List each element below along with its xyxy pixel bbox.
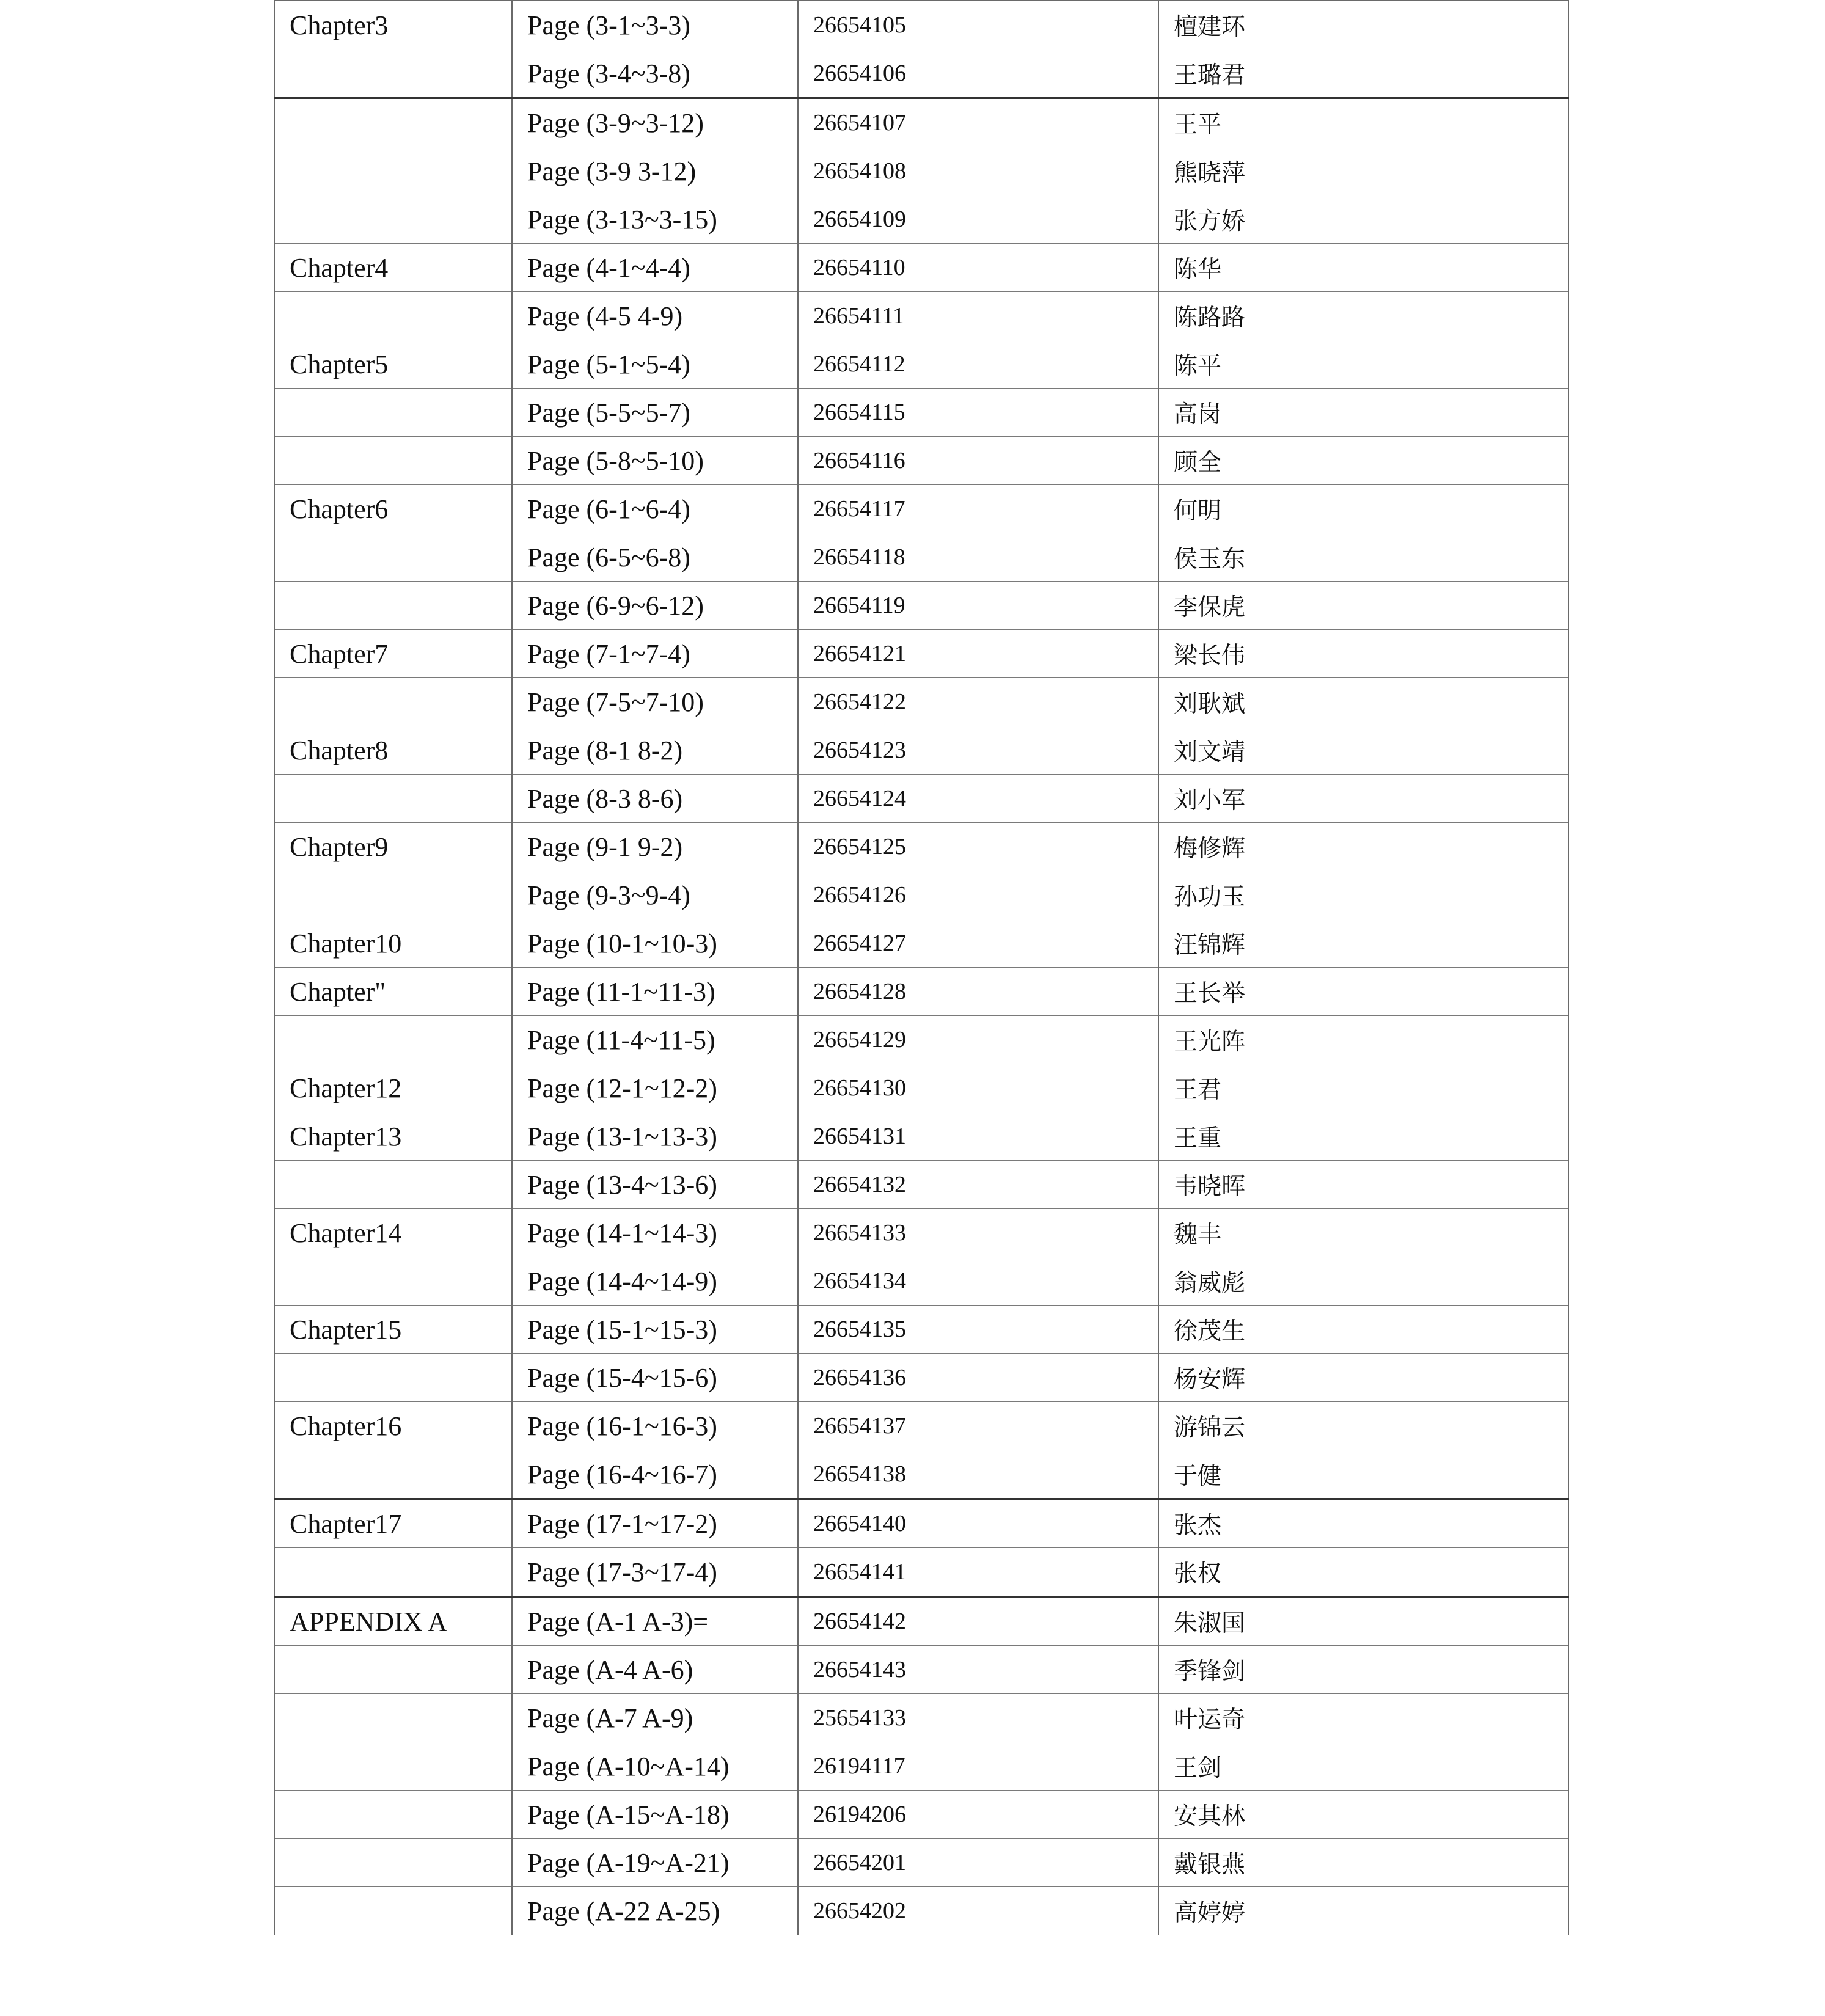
chapter-cell xyxy=(274,1257,512,1306)
chapter-cell xyxy=(274,1548,512,1597)
id-number-cell: 26654132 xyxy=(798,1161,1158,1209)
name-cell: 顾全 xyxy=(1158,437,1568,485)
name-cell: 张方娇 xyxy=(1158,195,1568,244)
id-number-cell: 26654134 xyxy=(798,1257,1158,1306)
name-cell: 韦晓晖 xyxy=(1158,1161,1568,1209)
id-number-cell: 26654137 xyxy=(798,1402,1158,1450)
table-row xyxy=(274,1839,1568,1887)
name-cell: 张权 xyxy=(1158,1548,1568,1597)
chapter-cell xyxy=(274,1694,512,1742)
table-row xyxy=(274,1064,1568,1112)
page-range-cell: Page (3-9 3-12) xyxy=(512,147,798,195)
chapter-cell: Chapter13 xyxy=(274,1112,512,1161)
id-number-cell: 26654127 xyxy=(798,919,1158,968)
name-cell: 汪锦辉 xyxy=(1158,919,1568,968)
id-number-cell: 26654115 xyxy=(798,389,1158,437)
page-range-cell: Page (12-1~12-2) xyxy=(512,1064,798,1112)
id-number-cell: 26654116 xyxy=(798,437,1158,485)
name-cell: 叶运奇 xyxy=(1158,1694,1568,1742)
assignment-table-body xyxy=(274,1,1568,1935)
id-number-cell: 26654136 xyxy=(798,1354,1158,1402)
chapter-cell xyxy=(274,1354,512,1402)
chapter-cell xyxy=(274,1646,512,1694)
id-number-cell: 26654140 xyxy=(798,1499,1158,1548)
chapter-cell xyxy=(274,195,512,244)
page-range-cell: Page (A-1 A-3)= xyxy=(512,1597,798,1646)
id-number-cell: 26654130 xyxy=(798,1064,1158,1112)
chapter-cell xyxy=(274,1791,512,1839)
name-cell: 陈平 xyxy=(1158,340,1568,389)
table-row xyxy=(274,1887,1568,1935)
id-number-cell: 26654107 xyxy=(798,98,1158,147)
page-range-cell: Page (A-10~A-14) xyxy=(512,1742,798,1791)
name-cell: 朱淑国 xyxy=(1158,1597,1568,1646)
name-cell: 高岗 xyxy=(1158,389,1568,437)
page-range-cell: Page (A-7 A-9) xyxy=(512,1694,798,1742)
name-cell: 王光阵 xyxy=(1158,1016,1568,1064)
table-row xyxy=(274,1354,1568,1402)
page-range-cell: Page (6-9~6-12) xyxy=(512,582,798,630)
name-cell: 戴银燕 xyxy=(1158,1839,1568,1887)
name-cell: 张杰 xyxy=(1158,1499,1568,1548)
chapter-cell xyxy=(274,1742,512,1791)
table-row xyxy=(274,1646,1568,1694)
table-row xyxy=(274,1548,1568,1597)
id-number-cell: 26654110 xyxy=(798,244,1158,292)
id-number-cell: 26654121 xyxy=(798,630,1158,678)
chapter-cell xyxy=(274,98,512,147)
page-range-cell: Page (A-19~A-21) xyxy=(512,1839,798,1887)
table-row xyxy=(274,1694,1568,1742)
table-row xyxy=(274,389,1568,437)
chapter-cell: APPENDIX A xyxy=(274,1597,512,1646)
page-range-cell: Page (16-1~16-3) xyxy=(512,1402,798,1450)
id-number-cell: 26654112 xyxy=(798,340,1158,389)
page-range-cell: Page (A-22 A-25) xyxy=(512,1887,798,1935)
table-row xyxy=(274,1209,1568,1257)
page-range-cell: Page (3-1~3-3) xyxy=(512,1,798,49)
chapter-cell xyxy=(274,1161,512,1209)
page-range-cell: Page (9-1 9-2) xyxy=(512,823,798,871)
id-number-cell: 26654133 xyxy=(798,1209,1158,1257)
name-cell: 孙功玉 xyxy=(1158,871,1568,919)
name-cell: 李保虎 xyxy=(1158,582,1568,630)
id-number-cell: 26654141 xyxy=(798,1548,1158,1597)
name-cell: 刘耿斌 xyxy=(1158,678,1568,726)
chapter-cell: Chapter15 xyxy=(274,1306,512,1354)
page-range-cell: Page (8-3 8-6) xyxy=(512,775,798,823)
page-range-cell: Page (9-3~9-4) xyxy=(512,871,798,919)
chapter-cell: Chapter6 xyxy=(274,485,512,533)
name-cell: 刘文靖 xyxy=(1158,726,1568,775)
id-number-cell: 26654135 xyxy=(798,1306,1158,1354)
table-row xyxy=(274,1402,1568,1450)
id-number-cell: 26654143 xyxy=(798,1646,1158,1694)
chapter-cell xyxy=(274,871,512,919)
page-range-cell: Page (5-8~5-10) xyxy=(512,437,798,485)
table-row xyxy=(274,437,1568,485)
chapter-cell xyxy=(274,292,512,340)
page-range-cell: Page (15-4~15-6) xyxy=(512,1354,798,1402)
table-row xyxy=(274,1306,1568,1354)
table-row xyxy=(274,485,1568,533)
chapter-cell xyxy=(274,533,512,582)
chapter-cell: Chapter16 xyxy=(274,1402,512,1450)
name-cell: 王重 xyxy=(1158,1112,1568,1161)
table-row xyxy=(274,1742,1568,1791)
page-range-cell: Page (5-5~5-7) xyxy=(512,389,798,437)
page-range-cell: Page (16-4~16-7) xyxy=(512,1450,798,1499)
page-range-cell: Page (A-15~A-18) xyxy=(512,1791,798,1839)
name-cell: 王君 xyxy=(1158,1064,1568,1112)
page-range-cell: Page (4-5 4-9) xyxy=(512,292,798,340)
id-number-cell: 26654202 xyxy=(798,1887,1158,1935)
table-row xyxy=(274,533,1568,582)
name-cell: 侯玉东 xyxy=(1158,533,1568,582)
id-number-cell: 26654118 xyxy=(798,533,1158,582)
chapter-cell: Chapter3 xyxy=(274,1,512,49)
chapter-cell xyxy=(274,1887,512,1935)
table-row xyxy=(274,919,1568,968)
chapter-cell xyxy=(274,437,512,485)
page-range-cell: Page (10-1~10-3) xyxy=(512,919,798,968)
table-row xyxy=(274,1499,1568,1548)
id-number-cell: 26654119 xyxy=(798,582,1158,630)
chapter-cell: Chapter9 xyxy=(274,823,512,871)
name-cell: 高婷婷 xyxy=(1158,1887,1568,1935)
table-row xyxy=(274,98,1568,147)
table-row xyxy=(274,630,1568,678)
table-row xyxy=(274,292,1568,340)
name-cell: 王长举 xyxy=(1158,968,1568,1016)
chapter-cell: Chapter8 xyxy=(274,726,512,775)
name-cell: 于健 xyxy=(1158,1450,1568,1499)
id-number-cell: 26654142 xyxy=(798,1597,1158,1646)
assignment-table xyxy=(274,0,1569,1935)
id-number-cell: 26654123 xyxy=(798,726,1158,775)
table-row xyxy=(274,1257,1568,1306)
table-row xyxy=(274,1450,1568,1499)
chapter-cell xyxy=(274,1839,512,1887)
chapter-cell xyxy=(274,582,512,630)
id-number-cell: 26654117 xyxy=(798,485,1158,533)
page-range-cell: Page (13-4~13-6) xyxy=(512,1161,798,1209)
id-number-cell: 26654105 xyxy=(798,1,1158,49)
id-number-cell: 26194206 xyxy=(798,1791,1158,1839)
page-range-cell: Page (A-4 A-6) xyxy=(512,1646,798,1694)
chapter-cell xyxy=(274,1016,512,1064)
table-row xyxy=(274,1791,1568,1839)
page-range-cell: Page (6-1~6-4) xyxy=(512,485,798,533)
page-range-cell: Page (4-1~4-4) xyxy=(512,244,798,292)
name-cell: 翁威彪 xyxy=(1158,1257,1568,1306)
chapter-cell: Chapter" xyxy=(274,968,512,1016)
name-cell: 安其林 xyxy=(1158,1791,1568,1839)
page-range-cell: Page (5-1~5-4) xyxy=(512,340,798,389)
chapter-cell: Chapter14 xyxy=(274,1209,512,1257)
id-number-cell: 26654138 xyxy=(798,1450,1158,1499)
name-cell: 王璐君 xyxy=(1158,49,1568,98)
name-cell: 季锋剑 xyxy=(1158,1646,1568,1694)
chapter-cell xyxy=(274,678,512,726)
page-range-cell: Page (3-13~3-15) xyxy=(512,195,798,244)
table-row xyxy=(274,871,1568,919)
id-number-cell: 26654201 xyxy=(798,1839,1158,1887)
name-cell: 熊晓萍 xyxy=(1158,147,1568,195)
name-cell: 梁长伟 xyxy=(1158,630,1568,678)
id-number-cell: 26194117 xyxy=(798,1742,1158,1791)
table-row xyxy=(274,1161,1568,1209)
table-row xyxy=(274,1,1568,49)
page-range-cell: Page (14-4~14-9) xyxy=(512,1257,798,1306)
table-row xyxy=(274,195,1568,244)
chapter-cell xyxy=(274,775,512,823)
name-cell: 刘小军 xyxy=(1158,775,1568,823)
name-cell: 徐茂生 xyxy=(1158,1306,1568,1354)
page-range-cell: Page (17-1~17-2) xyxy=(512,1499,798,1548)
chapter-cell: Chapter10 xyxy=(274,919,512,968)
name-cell: 游锦云 xyxy=(1158,1402,1568,1450)
page-range-cell: Page (11-1~11-3) xyxy=(512,968,798,1016)
id-number-cell: 26654128 xyxy=(798,968,1158,1016)
page-range-cell: Page (3-9~3-12) xyxy=(512,98,798,147)
id-number-cell: 26654131 xyxy=(798,1112,1158,1161)
id-number-cell: 26654108 xyxy=(798,147,1158,195)
page-range-cell: Page (13-1~13-3) xyxy=(512,1112,798,1161)
chapter-cell: Chapter12 xyxy=(274,1064,512,1112)
chapter-cell xyxy=(274,1450,512,1499)
chapter-cell xyxy=(274,389,512,437)
name-cell: 王剑 xyxy=(1158,1742,1568,1791)
name-cell: 王平 xyxy=(1158,98,1568,147)
name-cell: 檀建环 xyxy=(1158,1,1568,49)
table-row xyxy=(274,968,1568,1016)
id-number-cell: 26654109 xyxy=(798,195,1158,244)
name-cell: 何明 xyxy=(1158,485,1568,533)
table-row xyxy=(274,823,1568,871)
chapter-cell: Chapter7 xyxy=(274,630,512,678)
name-cell: 魏丰 xyxy=(1158,1209,1568,1257)
chapter-cell: Chapter4 xyxy=(274,244,512,292)
name-cell: 梅修辉 xyxy=(1158,823,1568,871)
id-number-cell: 26654124 xyxy=(798,775,1158,823)
id-number-cell: 26654106 xyxy=(798,49,1158,98)
table-row xyxy=(274,49,1568,98)
table-row xyxy=(274,775,1568,823)
name-cell: 陈路路 xyxy=(1158,292,1568,340)
id-number-cell: 26654111 xyxy=(798,292,1158,340)
page-range-cell: Page (14-1~14-3) xyxy=(512,1209,798,1257)
table-row xyxy=(274,726,1568,775)
page-range-cell: Page (11-4~11-5) xyxy=(512,1016,798,1064)
chapter-cell xyxy=(274,147,512,195)
id-number-cell: 26654129 xyxy=(798,1016,1158,1064)
id-number-cell: 26654126 xyxy=(798,871,1158,919)
page-range-cell: Page (3-4~3-8) xyxy=(512,49,798,98)
table-row xyxy=(274,244,1568,292)
table-row xyxy=(274,582,1568,630)
page-range-cell: Page (7-5~7-10) xyxy=(512,678,798,726)
page-range-cell: Page (7-1~7-4) xyxy=(512,630,798,678)
id-number-cell: 25654133 xyxy=(798,1694,1158,1742)
id-number-cell: 26654125 xyxy=(798,823,1158,871)
id-number-cell: 26654122 xyxy=(798,678,1158,726)
table-row xyxy=(274,1016,1568,1064)
page-range-cell: Page (8-1 8-2) xyxy=(512,726,798,775)
name-cell: 陈华 xyxy=(1158,244,1568,292)
page-range-cell: Page (6-5~6-8) xyxy=(512,533,798,582)
table-row xyxy=(274,147,1568,195)
table-row xyxy=(274,1597,1568,1646)
chapter-cell: Chapter17 xyxy=(274,1499,512,1548)
table-row xyxy=(274,1112,1568,1161)
page-range-cell: Page (17-3~17-4) xyxy=(512,1548,798,1597)
chapter-cell: Chapter5 xyxy=(274,340,512,389)
chapter-cell xyxy=(274,49,512,98)
name-cell: 杨安辉 xyxy=(1158,1354,1568,1402)
page-range-cell: Page (15-1~15-3) xyxy=(512,1306,798,1354)
table-row xyxy=(274,678,1568,726)
table-row xyxy=(274,340,1568,389)
